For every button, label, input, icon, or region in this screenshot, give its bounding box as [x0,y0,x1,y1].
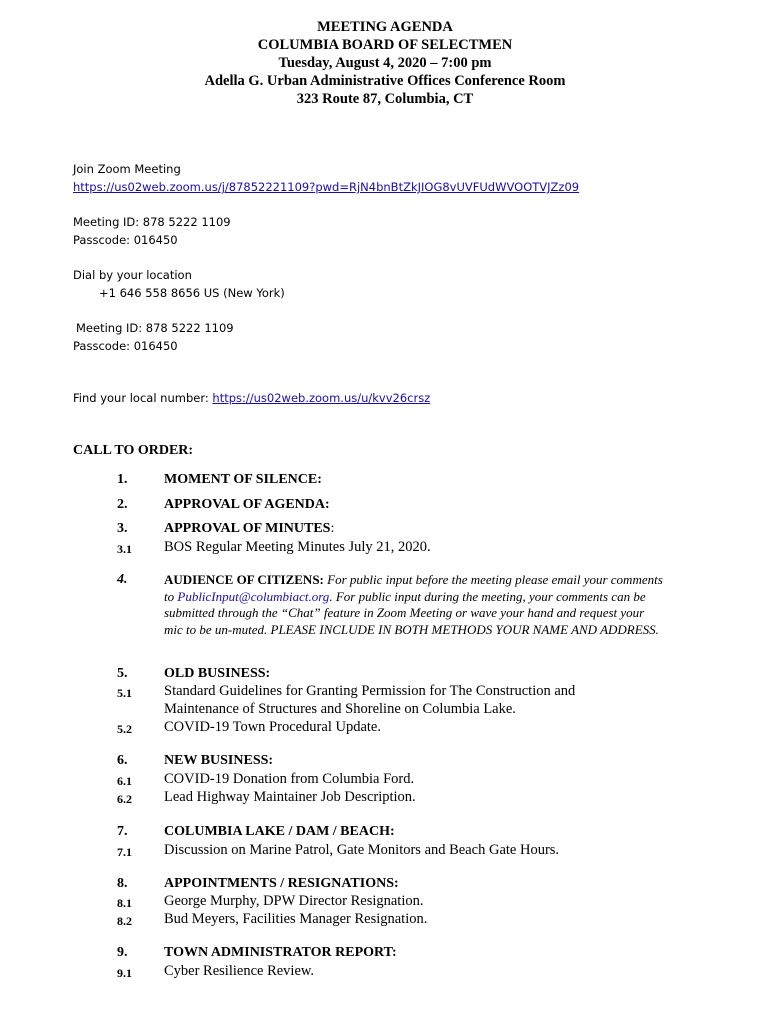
item-4-number: 4. [117,572,128,587]
item-6-2-number: 6.2 [117,792,132,806]
item-3-title: APPROVAL OF MINUTES [164,521,331,536]
item-5-1-line1: Standard Guidelines for Granting Permission for The Construction and [164,683,576,699]
item-5-title: OLD BUSINESS: [164,666,271,681]
item-7-1-number: 7.1 [117,845,132,859]
item-9-title: TOWN ADMINISTRATOR REPORT: [164,945,397,960]
meeting-id-2: Meeting ID: 878 5222 1109 [76,321,234,335]
item-3-colon: : [330,521,335,536]
header-date: Tuesday, August 4, 2020 – 7:00 pm [278,55,492,71]
item-8-number: 8. [117,876,128,891]
item-7-title: COLUMBIA LAKE / DAM / BEACH: [164,824,395,839]
item-4-text-b: . For public input during the meeting, your comments can be submitted through the “Chat” feature in Zoom Meeting or wave your hand and request your mic to be un-muted. PLEASE INCLUDE IN BOTH METHODS YOUR NAME AND ADDRESS. [164,588,659,637]
item-2-number: 2. [117,497,128,512]
dial-label: Dial by your location [73,268,192,282]
item-9-number: 9. [117,945,128,960]
item-4-text-a: For public input before the meeting please email your comments to [164,572,663,604]
meeting-id-1: Meeting ID: 878 5222 1109 [73,215,231,229]
item-3-1-text: BOS Regular Meeting Minutes July 21, 2020. [164,539,431,555]
zoom-join-link[interactable]: https://us02web.zoom.us/j/87852221109?pwd=RjN4bnBtZkJIOG8vUVFUdWVOOTVJZz09 [73,180,580,194]
item-8-title: APPOINTMENTS / RESIGNATIONS: [164,876,399,891]
item-8-1-text: George Murphy, DPW Director Resignation. [164,893,424,909]
public-input-email[interactable]: PublicInput@columbiact.org [177,588,330,604]
item-8-2-number: 8.2 [117,914,132,928]
passcode-2: Passcode: 016450 [73,339,178,353]
item-5-1-number: 5.1 [117,686,132,700]
passcode-1: Passcode: 016450 [73,233,178,247]
item-3-1-number: 3.1 [117,542,132,556]
item-6-title: NEW BUSINESS: [164,753,274,768]
item-9-1-text: Cyber Resilience Review. [164,963,315,979]
item-8-1-number: 8.1 [117,896,132,910]
item-5-2-text: COVID-19 Town Procedural Update. [164,719,381,735]
item-1-number: 1. [117,472,128,487]
item-6-2-text: Lead Highway Maintainer Job Description. [164,789,416,805]
zoom-join-label: Join Zoom Meeting [73,162,181,176]
header-location: Adella G. Urban Administrative Offices Conference Room [204,73,566,89]
local-number-label: Find your local number: [73,391,213,405]
item-8-2-text: Bud Meyers, Facilities Manager Resignation. [164,911,428,927]
header-address: 323 Route 87, Columbia, CT [296,91,474,107]
item-3-heading [164,521,334,537]
dial-number: +1 646 558 8656 US (New York) [99,286,285,300]
call-to-order: CALL TO ORDER: [73,443,194,458]
item-5-number: 5. [117,666,128,681]
header-title: MEETING AGENDA [317,19,453,35]
item-4-block [164,572,664,638]
item-5-2-number: 5.2 [117,722,132,736]
item-4-title: AUDIENCE OF CITIZENS: [164,572,324,587]
item-3-number: 3. [117,521,128,536]
header-board: COLUMBIA BOARD OF SELECTMEN [257,37,513,53]
item-9-1-number: 9.1 [117,966,132,980]
item-7-1-text: Discussion on Marine Patrol, Gate Monitors and Beach Gate Hours. [164,842,560,858]
agenda-header [0,18,770,108]
item-5-1-line2: Maintenance of Structures and Shoreline on Columbia Lake. [164,701,516,717]
item-2-title: APPROVAL OF AGENDA: [164,497,330,512]
item-6-1-text: COVID-19 Donation from Columbia Ford. [164,771,415,787]
local-number-link[interactable]: https://us02web.zoom.us/u/kvv26crsz [212,391,431,405]
item-6-1-number: 6.1 [117,774,132,788]
item-1-title: MOMENT OF SILENCE: [164,472,322,487]
item-6-number: 6. [117,753,128,768]
item-7-number: 7. [117,824,128,839]
local-number-line [73,391,430,405]
